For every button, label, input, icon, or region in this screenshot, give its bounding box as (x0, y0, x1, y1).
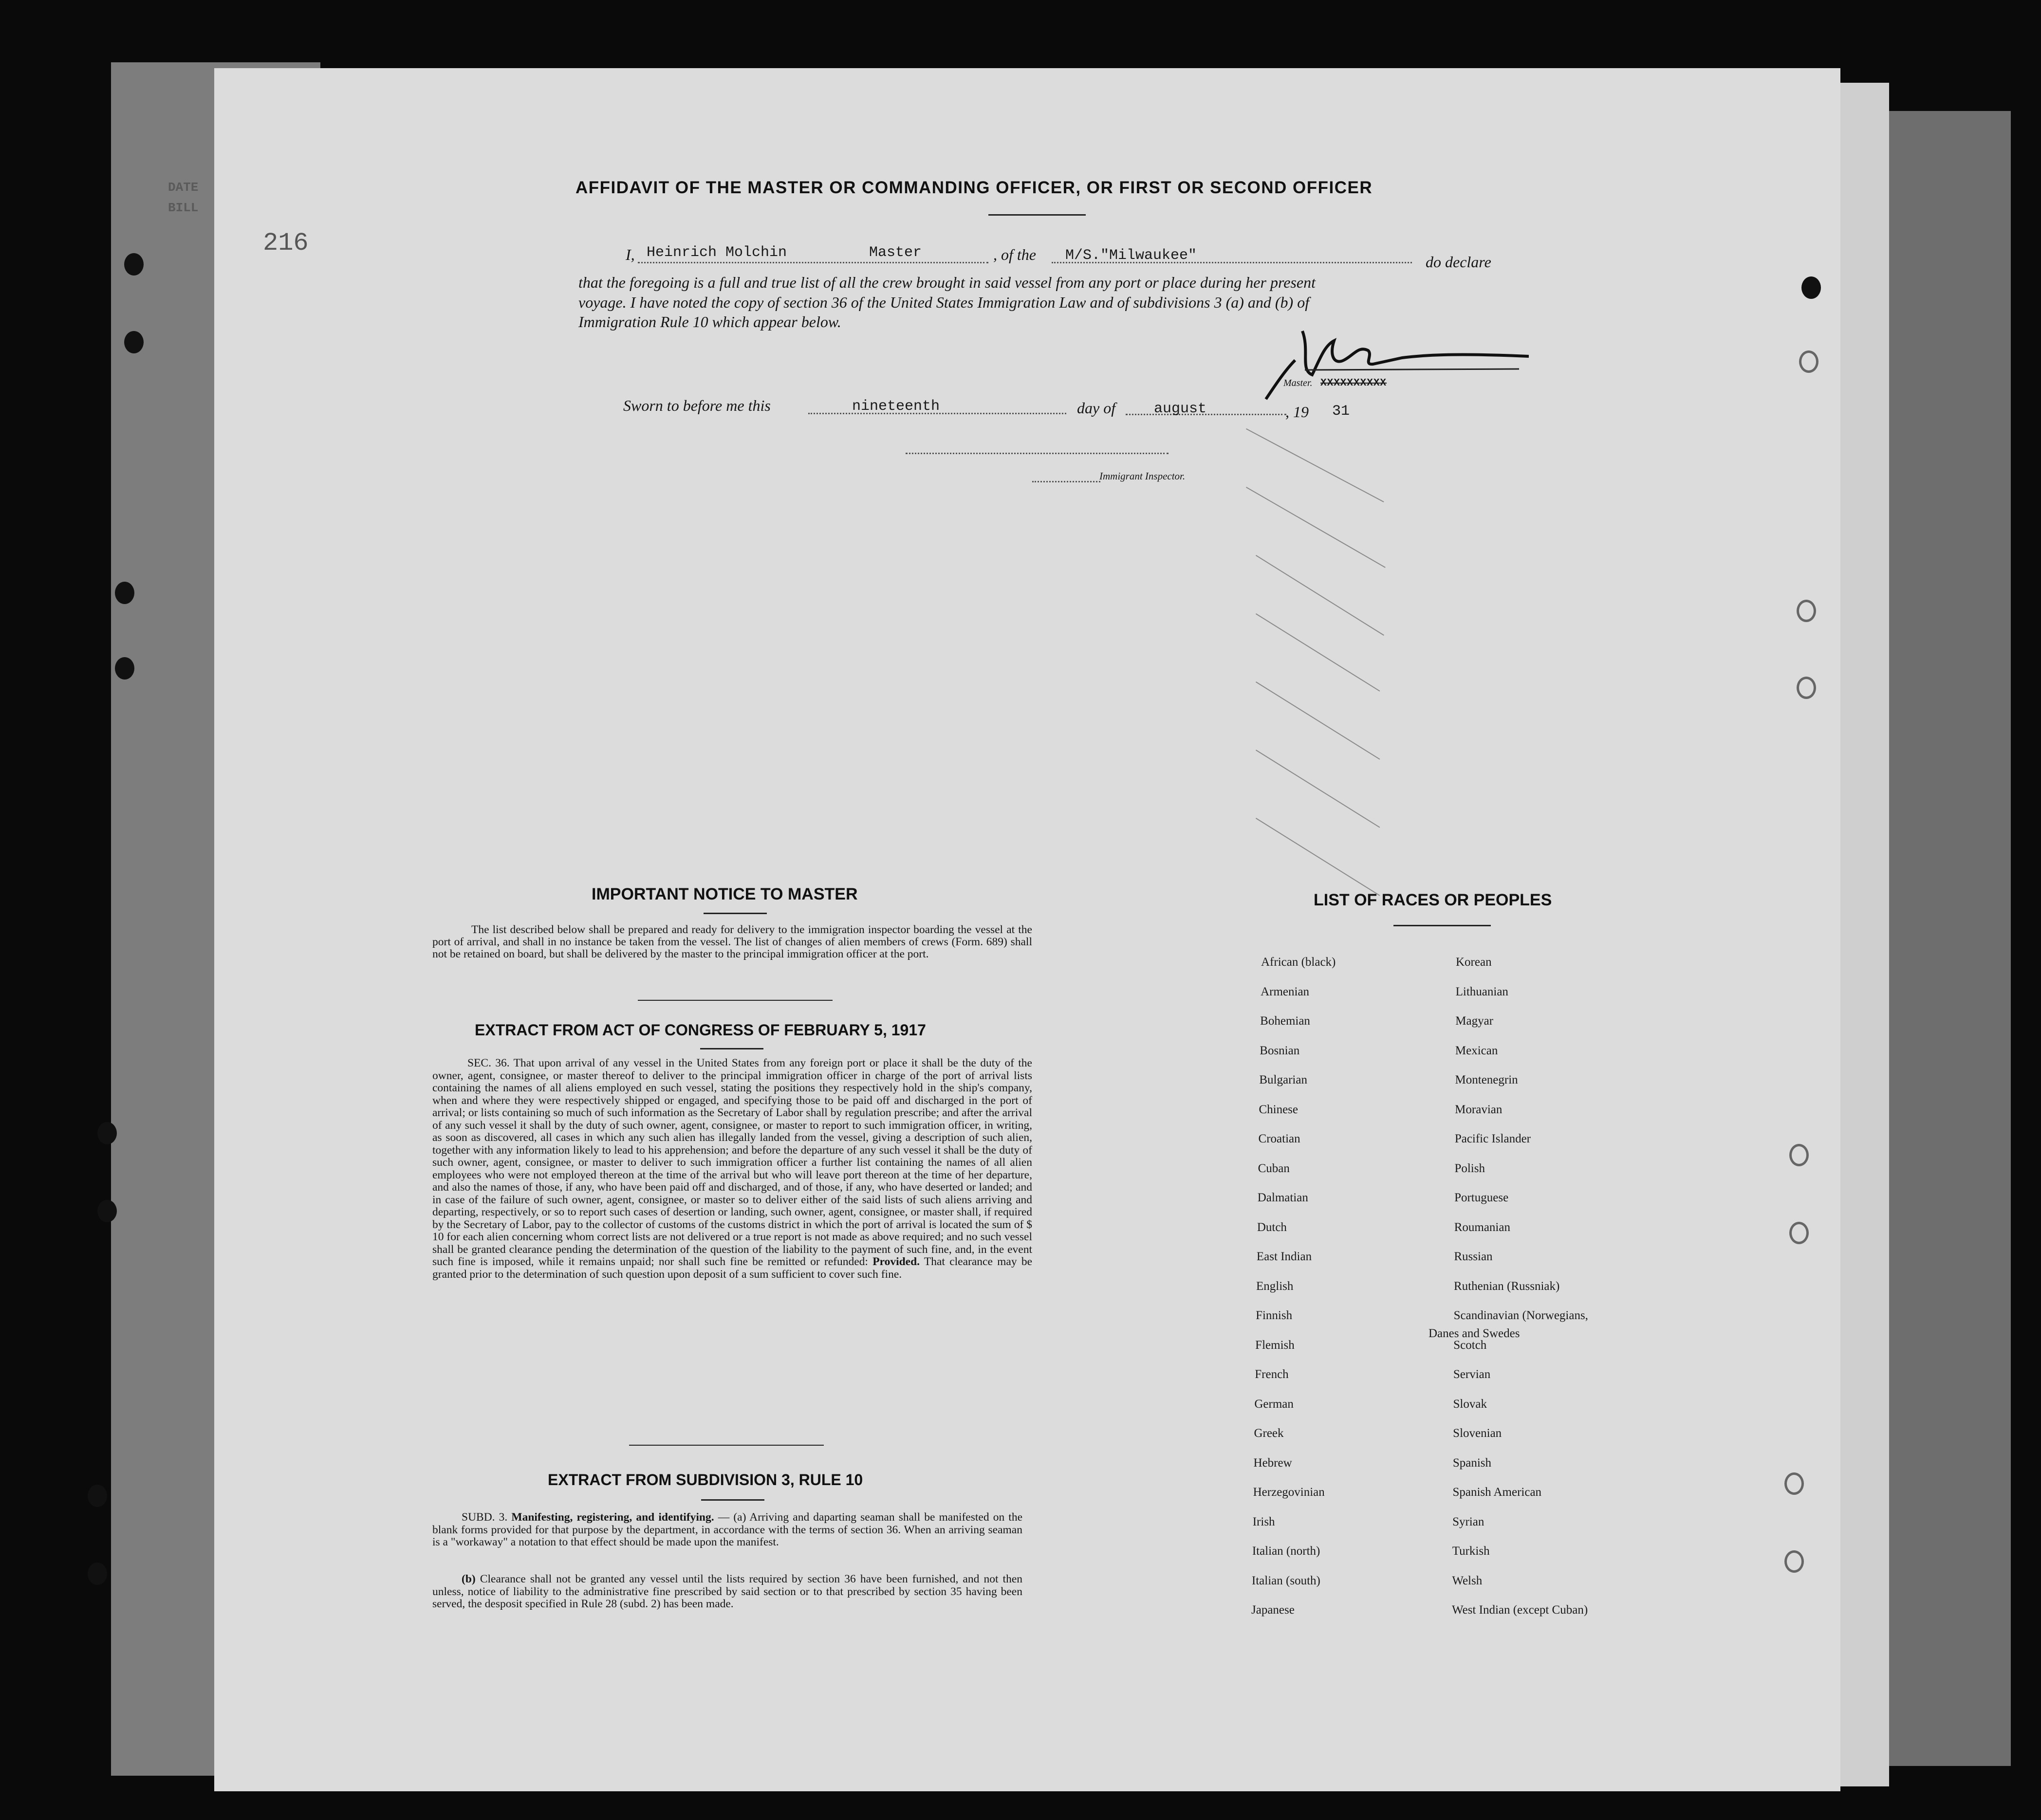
race-item: Slovenian (1453, 1427, 1502, 1440)
race-item: Greek (1254, 1427, 1284, 1440)
race-item: French (1255, 1368, 1289, 1381)
race-item: Turkish (1452, 1544, 1490, 1558)
race-item: African (black) (1261, 956, 1336, 969)
strip-bill-label: BILL (168, 201, 199, 215)
race-item: Finnish (1256, 1309, 1293, 1322)
strip-date-label: DATE (168, 180, 199, 195)
rank-field: Master (869, 244, 922, 261)
provided-label: Provided. (872, 1255, 920, 1268)
race-item: Bulgarian (1259, 1073, 1307, 1086)
race-scandinavian-continued: Danes and Swedes (1429, 1327, 1520, 1340)
race-item: Mexican (1455, 1044, 1498, 1057)
rule-subd-a-text (432, 1511, 1022, 1549)
race-item: German (1254, 1397, 1294, 1411)
punch-hole (97, 1200, 117, 1222)
punch-hole (97, 1122, 117, 1144)
race-item: Roumanian (1454, 1220, 1510, 1234)
signature-caption: Master. (1283, 378, 1313, 388)
punch-hole (1789, 1222, 1809, 1244)
race-item: Bosnian (1260, 1044, 1300, 1057)
race-item: Pacific Islander (1454, 1132, 1531, 1145)
race-item: Chinese (1259, 1103, 1298, 1116)
page-number-mark: 216 (263, 229, 309, 257)
notice-text: The list described below shall be prepared and ready for delivery to the immigration inspector boarding the vessel at the port of arrival, and shall in no instance be taken from the vessel. The list of changes of alien members of crews (Form. 689) shall not be retained on board, but shall be delivered by the master to the principal immigration officer at the port. (432, 923, 1032, 960)
race-item: Bohemian (1260, 1014, 1310, 1028)
master-name-field: Heinrich Molchin (647, 244, 787, 261)
race-item: Russian (1454, 1250, 1493, 1263)
race-item: Italian (north) (1252, 1544, 1320, 1558)
race-item: East Indian (1256, 1250, 1312, 1263)
race-item: Moravian (1455, 1103, 1503, 1116)
race-item: Servian (1453, 1368, 1491, 1381)
race-item: Scotch (1453, 1338, 1487, 1352)
act-body: SEC. 36. That upon arrival of any vessel in the United States from any foreign port or place it shall be the duty of the owner, agent, consignee, or master thereof to deliver to the principal immigration officer in charge of the port of arrival lists containing the names of all aliens employed en such vessel, stating the positions they respectively hold in the ship's company, when and where they were respectively shipped or engaged, and specifying those to be paid off and discharged in the port of arrival; or lists containing so much of such information as the Secretary of Labor shall by regulation prescribe; and after the arrival of any such vessel it shall by the duty of such owner, agent, consignee, or master to report to such immigration officer, in writing, as soon as discovered, all cases in which any such alien has illegally landed from the vessel, giving a description of such alien, together with any information likely to lead to his apprehension; and before the departure of any such vessel it shall be the duty of such owner, agent, consignee, or master to deliver to such immigration officer a further list containing the names of all alien employees who were not employed thereon at the time of the arrival but who will leave port thereon at the time of her departure, and also the names of those, if any, who have been paid off and discharged, and of those, if any, who have deserted or landed; and in case of the failure of such owner, agent, consignee, or master so to deliver either of the said lists of such aliens arriving and departing, respectively, or so to report such cases of desertion or landing, such owner, agent, consignee, or master shall, if required by the Secretary of Labor, pay to the collector of customs of the customs district in which the port of arrival is located the sum of $ 10 for each alien concerning whom correct lists are not delivered or a true report is not made as above required; and no such vessel shall be granted clearance pending the determination of the question of the liability to the payment of such fine, and, in the event such fine is imposed, while it remains unpaid; nor shall such fine be remitted or refunded: (432, 1057, 1032, 1268)
punch-hole (1799, 350, 1818, 373)
act-rule (700, 1048, 763, 1049)
punch-hole (88, 1485, 107, 1507)
punch-hole (88, 1563, 107, 1585)
subd-b-body: Clearance shall not be granted any vessel until the lists required by section 36 have been furnished, and not then unless, notice of liability to the administrative fine prescribed by said section or to that prescribed by section 35 having been served, the desposit specified in Rule 28 (subd. 2) has been made. (432, 1573, 1023, 1610)
race-item: West Indian (except Cuban) (1452, 1603, 1588, 1617)
subd-a-body: — (a) Arriving and daparting seaman shall be manifested on the blank forms provided for that purpose by the department, in accordance with the terms of section 36. When an arriving seaman is a "workaway" a notation to that effect should be made upon the manifest. (432, 1511, 1023, 1548)
act-divider (629, 1445, 824, 1446)
race-item: Japanese (1251, 1603, 1295, 1617)
act-text (432, 1057, 1032, 1281)
sworn-month-field: august (1154, 401, 1207, 417)
punch-hole (124, 253, 144, 276)
of-the-text: , of the (993, 246, 1036, 263)
notice-rule (704, 913, 767, 914)
race-item: Dalmatian (1257, 1191, 1308, 1204)
race-item: Cuban (1258, 1161, 1290, 1175)
races-title: LIST OF RACES OR PEOPLES (1314, 891, 1552, 909)
punch-hole (1797, 677, 1816, 699)
inspector-caption: Immigrant Inspector. (1099, 470, 1186, 482)
rule-title: EXTRACT FROM SUBDIVISION 3, RULE 10 (548, 1471, 863, 1489)
rule-subd-b-text (432, 1573, 1022, 1611)
race-item: Lithuanian (1455, 985, 1508, 998)
affidavit-pronoun: I, (626, 246, 635, 263)
race-item: Polish (1454, 1161, 1485, 1175)
race-item: Korean (1456, 956, 1492, 969)
punch-hole (115, 582, 134, 604)
name-dotted-line (638, 262, 988, 263)
races-rule (1393, 925, 1491, 926)
day-of-text: day of (1077, 399, 1116, 417)
sworn-year-field: 31 (1332, 403, 1350, 420)
sworn-label: Sworn to before me this (623, 397, 771, 414)
notice-divider (638, 1000, 833, 1001)
punch-hole (115, 657, 134, 680)
race-item: Scandinavian (Norwegians, (1453, 1309, 1588, 1322)
affidavit-line-3: voyage. I have noted the copy of section 36 of the United States Immigration Law and of subdivisions 3 (a) and (b) of (578, 294, 1310, 311)
notice-title: IMPORTANT NOTICE TO MASTER (592, 885, 858, 903)
race-item: Irish (1252, 1515, 1275, 1528)
act-body-end: That clearance may be granted prior to the determination of such question upon deposit of a sum sufficient to cover such fine. (432, 1255, 1033, 1281)
race-item: Montenegrin (1455, 1073, 1518, 1086)
race-item: Dutch (1257, 1220, 1287, 1234)
rule-rule (701, 1499, 764, 1501)
title-rule (988, 214, 1086, 216)
race-item: Portuguese (1454, 1191, 1509, 1204)
subd-heading: Manifesting, registering, and identifying. (511, 1511, 714, 1524)
struck-titles: XXXXXXXXXX (1320, 378, 1387, 389)
punch-hole (1784, 1550, 1804, 1573)
race-item: Italian (south) (1251, 1574, 1320, 1587)
punch-hole (1801, 276, 1821, 299)
year-prefix-text: , 19 (1285, 403, 1309, 421)
punch-hole (124, 331, 144, 353)
race-item: Welsh (1452, 1574, 1483, 1587)
race-item: Slovak (1453, 1397, 1487, 1411)
race-item: English (1256, 1279, 1294, 1293)
race-item: Flemish (1255, 1338, 1295, 1352)
punch-hole (1797, 600, 1816, 622)
race-item: Hebrew (1253, 1456, 1292, 1470)
vessel-field: M/S."Milwaukee" (1065, 247, 1197, 264)
affidavit-line-4: Immigration Rule 10 which appear below. (578, 313, 841, 331)
race-item: Croatian (1258, 1132, 1300, 1145)
inspector-short-line (1032, 481, 1100, 482)
race-item: Ruthenian (Russniak) (1454, 1279, 1560, 1293)
race-item: Syrian (1452, 1515, 1484, 1528)
affidavit-line-2: that the foregoing is a full and true list of all the crew brought in said vessel from any port or place during her present (578, 274, 1316, 291)
master-signature (1256, 312, 1529, 419)
do-declare-text: do declare (1426, 253, 1491, 271)
punch-hole (1789, 1144, 1809, 1166)
subd-b-label: (b) (462, 1573, 476, 1585)
race-item: Spanish (1452, 1456, 1491, 1470)
race-item: Spanish American (1452, 1486, 1542, 1499)
race-item: Herzegovinian (1253, 1486, 1325, 1499)
affidavit-title: AFFIDAVIT OF THE MASTER OR COMMANDING OFFICER, OR FIRST OR SECOND OFFICER (575, 178, 1373, 197)
subd-label: SUBD. 3. (462, 1511, 508, 1524)
punch-hole (1784, 1472, 1804, 1495)
race-item: Magyar (1455, 1014, 1494, 1028)
act-title: EXTRACT FROM ACT OF CONGRESS OF FEBRUARY 5, 1917 (475, 1021, 926, 1039)
sworn-day-field: nineteenth (852, 398, 940, 415)
race-item: Armenian (1261, 985, 1310, 998)
inspector-signature-line (906, 453, 1169, 454)
